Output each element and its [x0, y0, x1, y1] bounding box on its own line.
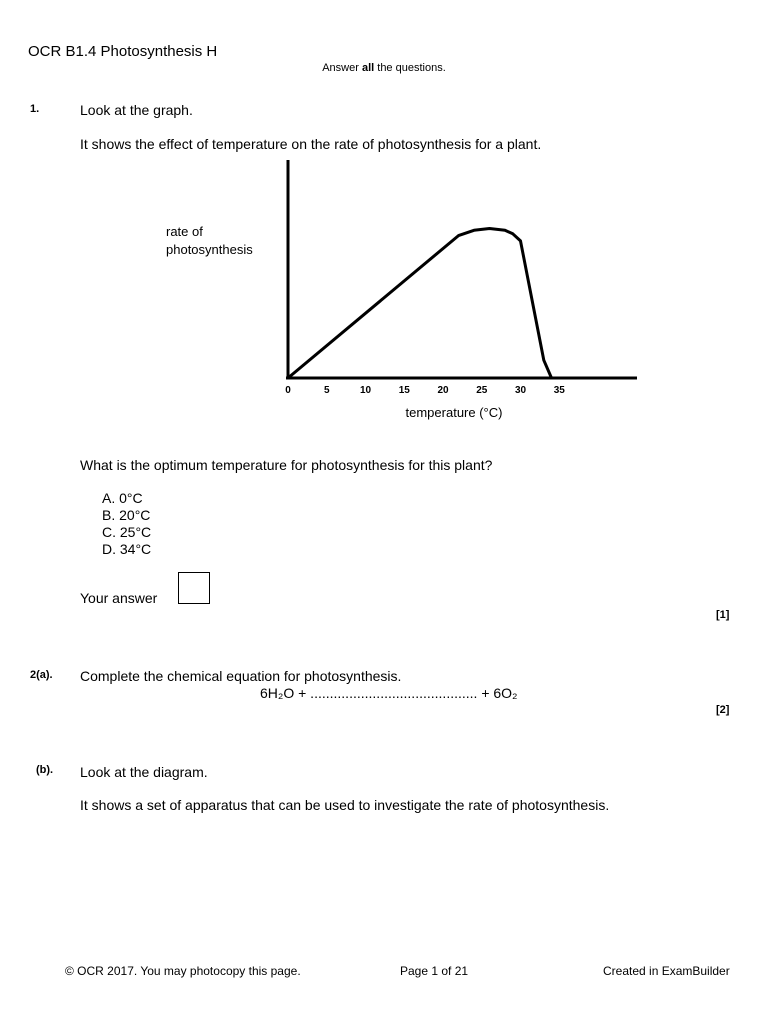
page-title: OCR B1.4 Photosynthesis H [28, 43, 218, 60]
y-axis-label-line1: rate of [166, 224, 203, 239]
rate-curve [288, 229, 552, 379]
q2a-instruction: Complete the chemical equation for photosynthesis. [80, 668, 402, 684]
option-c: C. 25°C [102, 524, 152, 540]
x-tick-label: 10 [359, 385, 372, 396]
q1-options [102, 490, 151, 558]
x-tick-label: 35 [553, 385, 565, 396]
footer-created: Created in ExamBuilder [603, 964, 730, 978]
footer-copyright: © OCR 2017. You may photocopy this page. [65, 964, 301, 978]
chemical-equation: 6H₂O + ........................................... + 6O₂ [260, 685, 518, 701]
q1-marks: [1] [716, 609, 730, 621]
option-d: D. 34°C [102, 541, 152, 557]
answer-label: Your answer [80, 590, 158, 606]
instruction-pre: Answer [322, 62, 362, 74]
q2b-intro: Look at the diagram. [80, 764, 208, 780]
x-tick-label: 25 [476, 385, 488, 396]
y-axis-label-line2: photosynthesis [166, 242, 253, 257]
footer-page-number: Page 1 of 21 [400, 964, 469, 978]
x-tick-label: 0 [285, 385, 291, 396]
question-number-1: 1. [30, 103, 40, 115]
q1-intro: Look at the graph. [80, 102, 193, 118]
answer-box[interactable] [178, 572, 210, 604]
x-tick-label: 15 [398, 385, 410, 396]
x-tick-label: 30 [514, 385, 527, 396]
q2a-marks: [2] [716, 704, 730, 716]
x-tick-label: 5 [323, 385, 330, 396]
q1-description: It shows the effect of temperature on the rate of photosynthesis for a plant. [80, 136, 542, 152]
question-number-2a: 2(a). [30, 669, 53, 681]
instruction-post: the questions. [374, 62, 446, 74]
x-tick-label: 20 [437, 385, 449, 396]
rate-temperature-chart [0, 0, 768, 440]
instruction-bold: all [361, 62, 375, 74]
option-b: B. 20°C [102, 507, 151, 523]
x-axis-label: temperature (°C) [405, 405, 503, 420]
option-a: A. 0°C [102, 490, 143, 506]
question-number-2b: (b). [36, 764, 54, 776]
q2b-description: It shows a set of apparatus that can be used to investigate the rate of photosynthesis. [80, 797, 610, 813]
q1-question: What is the optimum temperature for photosynthesis for this plant? [80, 457, 493, 473]
